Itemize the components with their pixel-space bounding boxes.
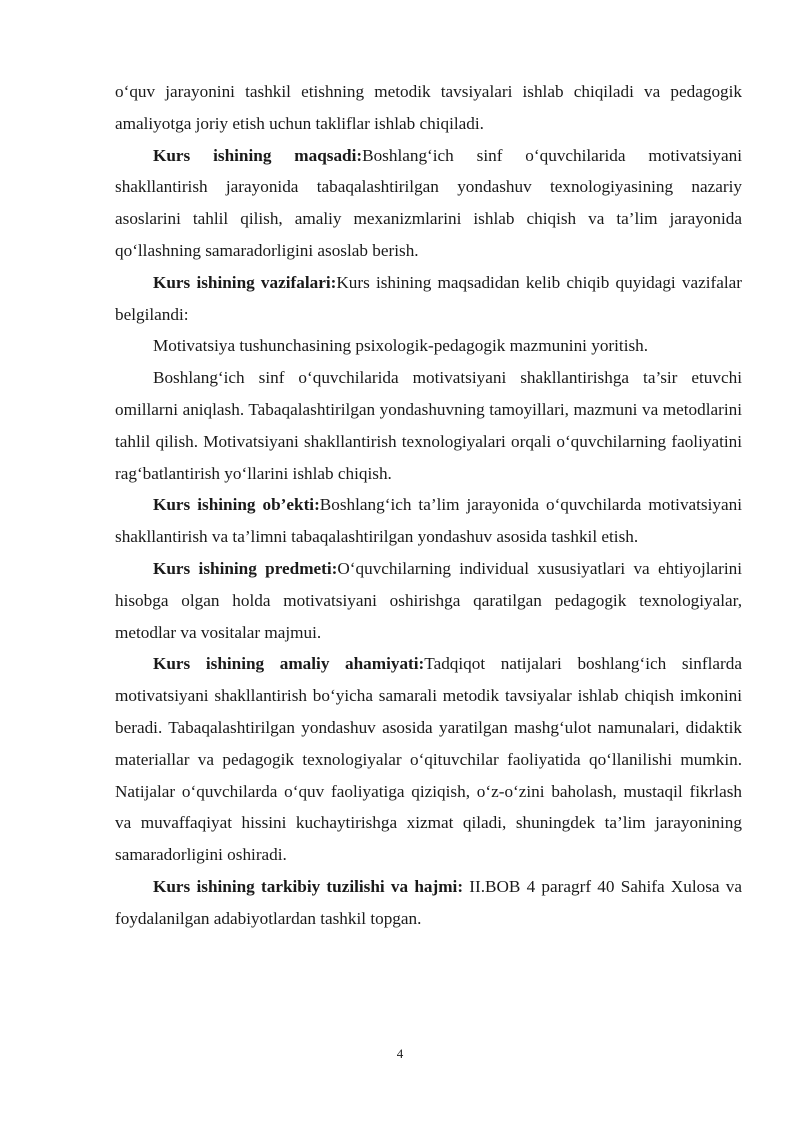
paragraph-task-2 (115, 362, 742, 489)
paragraph-text: O‘quvchilarning individual xususiyatlari va ehtiyojlarini hisobga olgan holda motivatsiyani oshirishga qaratilgan pedagogik texnologiyalar, metodlar va vositalar majmui. (115, 558, 742, 642)
paragraph-text: Boshlang‘ich sinf o‘quvchilarida motivatsiyani shakllantirish jarayonida tabaqalashtirilgan yondashuv texnologiyasining nazariy asoslarini tahlil qilish, amaliy mexanizmlarini ishlab chiqish va ta’lim jarayonida qo‘llashning samaradorligini asoslab berish. (115, 145, 742, 260)
paragraph-task-1 (115, 330, 742, 362)
paragraph-heading: Kurs ishining maqsadi: (153, 145, 363, 165)
paragraph-practical-significance (115, 648, 742, 871)
paragraph-goal (115, 140, 742, 267)
paragraph-tasks (115, 267, 742, 331)
paragraph-heading: Kurs ishining vazifalari: (153, 272, 337, 292)
paragraph-text: Boshlang‘ich sinf o‘quvchilarida motivatsiyani shakllantirishga ta’sir etuvchi omillarni aniqlash. Tabaqalashtirilgan yondashuvning tamoyillari, mazmuni va metodlarini tahlil qilish. Motivatsiyani shakllantirish texnologiyalari orqali o‘quvchilarning faoliyatini rag‘batlantirish yo‘llarini ishlab chiqish. (115, 368, 742, 483)
paragraph-heading: Kurs ishining ob’ekti: (153, 495, 320, 515)
paragraph-structure (115, 871, 742, 935)
document-body (115, 76, 742, 935)
paragraph-heading: Kurs ishining tarkibiy tuzilishi va hajmi: (153, 876, 464, 896)
paragraph-intro-continuation (115, 76, 742, 140)
page-number: 4 (396, 1046, 404, 1061)
paragraph-object (115, 489, 742, 553)
paragraph-text: Boshlang‘ich ta’lim jarayonida o‘quvchilarda motivatsiyani shakllantirish va ta’limni tabaqalashtirilgan yondashuv asosida tashkil etish. (115, 495, 742, 547)
paragraph-heading: Kurs ishining predmeti: (153, 558, 338, 578)
paragraph-text: o‘quv jarayonini tashkil etishning metodik tavsiyalari ishlab chiqiladi va pedagogik amaliyotga joriy etish uchun takliflar ishlab chiqiladi. (115, 82, 742, 133)
paragraph-subject (115, 553, 742, 648)
paragraph-heading: Kurs ishining amaliy ahamiyati: (153, 654, 425, 674)
paragraph-text: Motivatsiya tushunchasining psixologik-pedagogik mazmunini yoritish. (153, 336, 649, 356)
paragraph-text: Tadqiqot natijalari boshlang‘ich sinflarda motivatsiyani shakllantirish bo‘yicha samarali metodik tavsiyalar ishlab chiqish imkonini beradi. Tabaqalashtirilgan yondashuv asosida yaratilgan mashg‘ulot namunalari, didaktik materiallar va pedagogik texnologiyalar o‘qituvchilar faoliyatida qo‘llanilishi mumkin. Natijalar o‘quvchilarda o‘quv faoliyatiga qiziqish, o‘z-o‘zini baholash, mustaqil fikrlash va muvaffaqiyat hissini kuchaytirishga xizmat qiladi, shuningdek ta’lim jarayonining samaradorligini oshiradi. (115, 654, 742, 865)
paragraph-text: II.BOB 4 paragrf 40 Sahifa Xulosa va foydalanilgan adabiyotlardan tashkil topgan. (115, 876, 742, 928)
paragraph-text: Kurs ishining maqsadidan kelib chiqib quyidagi vazifalar belgilandi: (115, 272, 743, 324)
